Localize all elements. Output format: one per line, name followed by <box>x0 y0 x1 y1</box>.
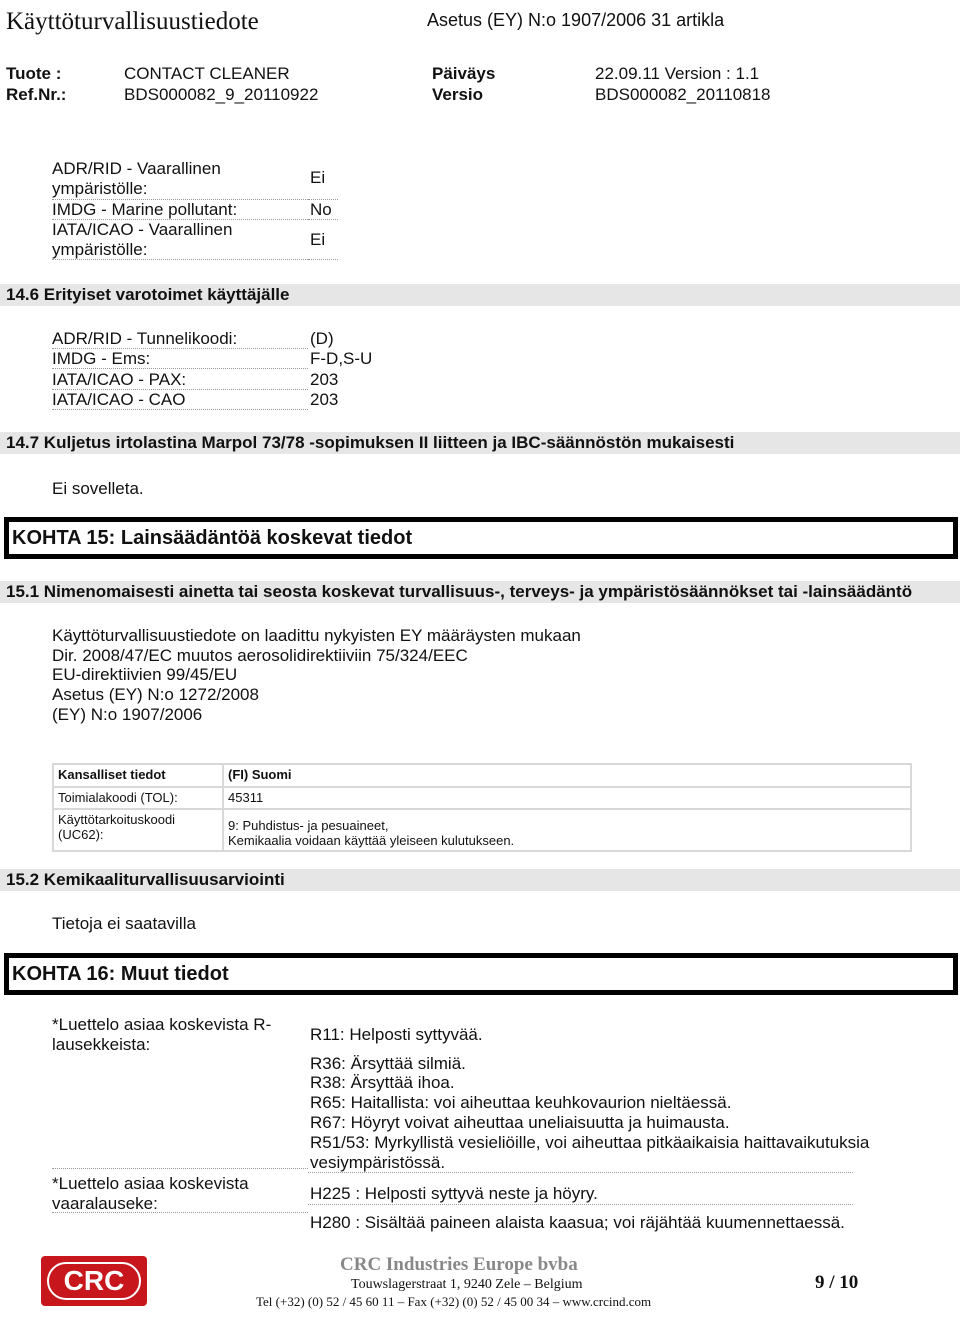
version-label: Versio <box>432 85 484 104</box>
section-14-7-heading: 14.7 Kuljetus irtolastina Marpol 73/78 -sopimuksen II liitteen ja IBC-säännöstön mukaisesti <box>0 432 960 454</box>
r-phrase-label: *Luettelo asiaa koskevista R- lausekkeista: <box>52 1015 272 1054</box>
s146-row-label: IATA/ICAO - CAO <box>52 390 186 409</box>
s146-row-value: F-D,S-U <box>310 349 373 368</box>
product-label: Tuote : <box>6 64 62 83</box>
r-phrase: vesiympäristössä. <box>310 1153 446 1172</box>
section-15-title: KOHTA 15: Lainsäädäntöä koskevat tiedot <box>4 517 958 559</box>
ref-label: Ref.Nr.: <box>6 85 67 104</box>
env-row-iata-label: IATA/ICAO - Vaarallinen ympäristölle: <box>52 220 233 259</box>
env-row-iata-value: Ei <box>310 230 326 249</box>
kayttotarkoitus-value: 9: Puhdistus- ja pesuaineet, Kemikaalia voidaan käyttää yleiseen kulutukseen. <box>223 809 911 851</box>
h-phrase-label: *Luettelo asiaa koskevista vaaralauseke: <box>52 1174 249 1213</box>
section-15-2-heading: 15.2 Kemikaaliturvallisuusarviointi <box>0 869 960 891</box>
env-row-adr-value: Ei <box>310 168 326 187</box>
toimialakoodi-label: Toimialakoodi (TOL): <box>53 787 223 809</box>
footer-contact: Tel (+32) (0) 52 / 45 60 11 – Fax (+32) (0) 52 / 45 00 34 – www.crcind.com <box>256 1294 652 1309</box>
product-value: CONTACT CLEANER <box>124 64 290 83</box>
r-phrase: R67: Höyryt voivat aiheuttaa uneliaisuutta ja huimausta. <box>310 1113 730 1132</box>
s146-row-label: IATA/ICAO - PAX: <box>52 370 187 389</box>
r-phrase: R38: Ärsyttää ihoa. <box>310 1073 455 1092</box>
s146-row-value: 203 <box>310 390 339 409</box>
crc-logo: CRC <box>41 1256 147 1306</box>
s151-line: Dir. 2008/47/EC muutos aerosolidirektiiviin 75/324/EEC <box>52 646 468 665</box>
toimialakoodi-value: 45311 <box>223 787 911 809</box>
r-phrase: R36: Ärsyttää silmiä. <box>310 1054 466 1073</box>
section-15-1-heading: 15.1 Nimenomaisesti ainetta tai seosta koskevat turvallisuus-, terveys- ja ympäristösäännökset tai -lainsäädäntö <box>0 581 960 603</box>
version-value: BDS000082_20110818 <box>595 85 771 104</box>
s151-line: Asetus (EY) N:o 1272/2008 <box>52 685 259 704</box>
page-number: 9 / 10 <box>815 1272 859 1293</box>
date-value: 22.09.11 Version : 1.1 <box>595 64 760 83</box>
footer-company: CRC Industries Europe bvba <box>340 1254 578 1275</box>
ref-value: BDS000082_9_20110922 <box>124 85 319 104</box>
s146-row-label: IMDG - Ems: <box>52 349 151 368</box>
national-country: (FI) Suomi <box>223 764 911 787</box>
s146-row-value: (D) <box>310 329 334 348</box>
r-phrase: R65: Haitallista: voi aiheuttaa keuhkovaurion nieltäessä. <box>310 1093 732 1112</box>
s151-line: EU-direktiivien 99/45/EU <box>52 665 238 684</box>
national-info-table <box>52 763 912 852</box>
h-phrase: H280 : Sisältää paineen alaista kaasua; voi räjähtää kuumennettaessä. <box>310 1213 845 1232</box>
section-16-title: KOHTA 16: Muut tiedot <box>4 953 958 995</box>
footer-address: Touwslagerstraat 1, 9240 Zele – Belgium <box>351 1277 583 1292</box>
s151-line: Käyttöturvallisuustiedote on laadittu nykyisten EY määräysten mukaan <box>52 626 581 645</box>
document-title: Käyttöturvallisuustiedote <box>6 8 259 35</box>
section-14-6-heading: 14.6 Erityiset varotoimet käyttäjälle <box>0 284 960 306</box>
h-phrase: H225 : Helposti syttyvä neste ja höyry. <box>310 1184 598 1203</box>
r-phrase: R51/53: Myrkyllistä vesieliöille, voi aiheuttaa pitkäaikaisia haittavaikutuksia <box>310 1133 870 1152</box>
r-phrase: R11: Helposti syttyvää. <box>310 1025 483 1044</box>
s152-text: Tietoja ei saatavilla <box>52 914 196 933</box>
s151-line: (EY) N:o 1907/2006 <box>52 705 203 724</box>
national-header: Kansalliset tiedot <box>53 764 223 787</box>
env-row-adr-label: ADR/RID - Vaarallinen ympäristölle: <box>52 159 221 198</box>
regulation-reference: Asetus (EY) N:o 1907/2006 31 artikla <box>427 10 725 30</box>
s146-row-value: 203 <box>310 370 339 389</box>
s147-text: Ei sovelleta. <box>52 479 144 498</box>
env-row-imdg-label: IMDG - Marine pollutant: <box>52 200 238 219</box>
s146-row-label: ADR/RID - Tunnelikoodi: <box>52 329 238 348</box>
env-row-imdg-value: No <box>310 200 332 219</box>
kayttotarkoitus-label: Käyttötarkoituskoodi (UC62): <box>53 809 223 851</box>
date-label: Päiväys <box>432 64 496 83</box>
